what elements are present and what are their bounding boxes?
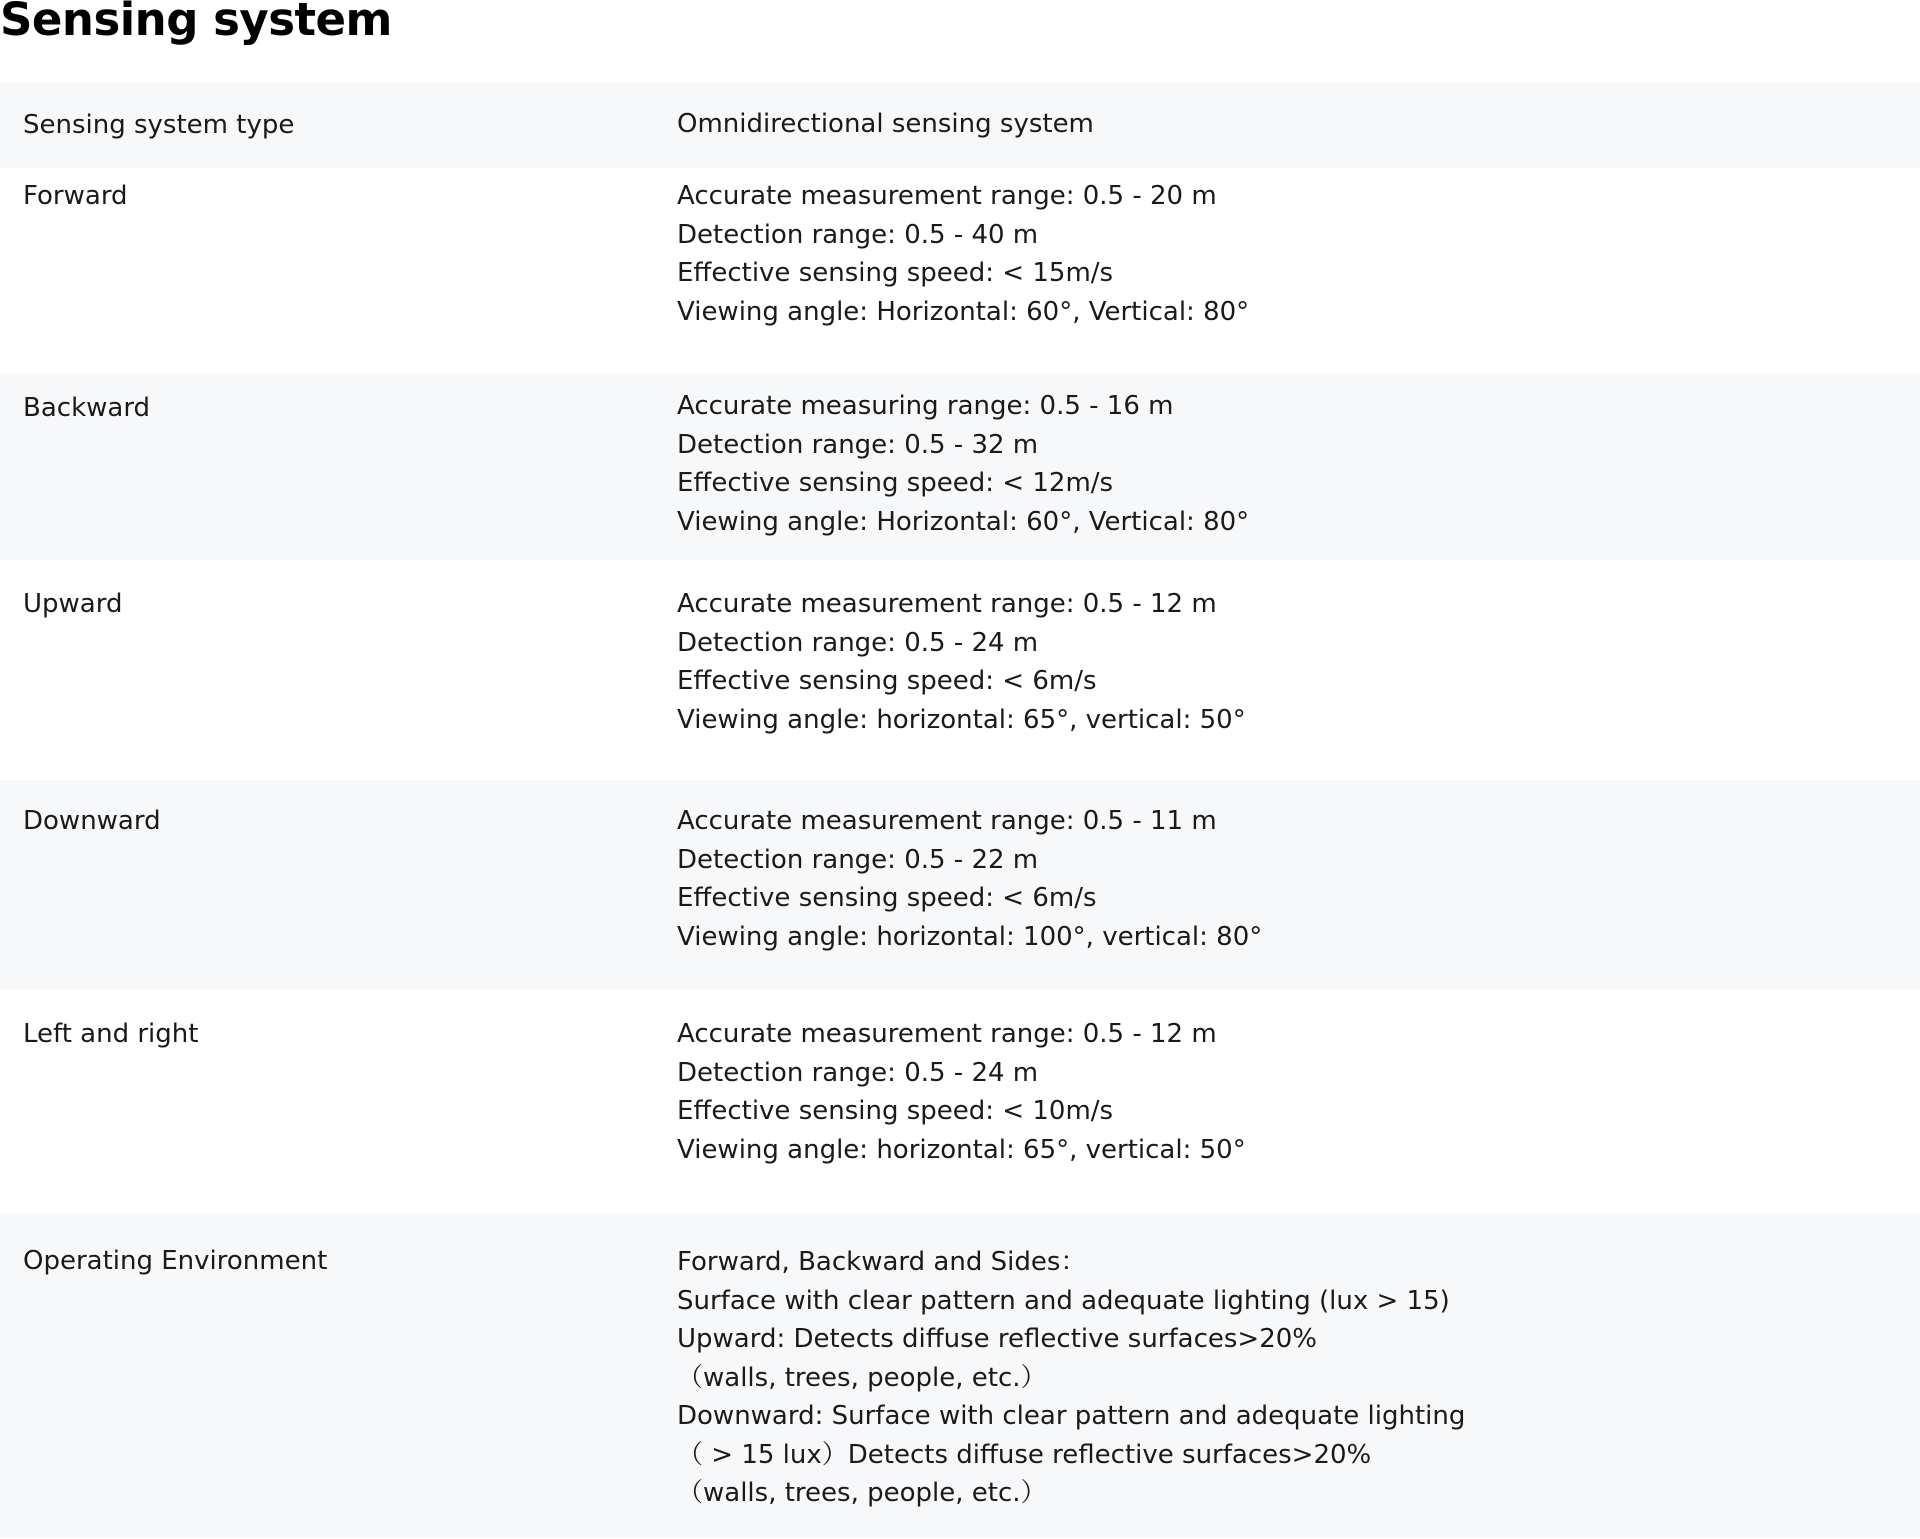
value-line: （walls, trees, people, etc.）: [677, 1362, 1047, 1393]
value-line: Accurate measurement range: 0.5 - 12 m: [677, 1019, 1217, 1049]
row-label: Sensing system type: [23, 110, 295, 140]
value-line: Detection range: 0.5 - 40 m: [677, 219, 1039, 250]
value-line: Upward: Detects diffuse reflective surfaces>20%: [677, 1324, 1317, 1354]
value-line: Accurate measurement range: 0.5 - 11 m: [677, 806, 1217, 836]
row-value: [677, 105, 1094, 144]
row-label: Operating Environment: [23, 1246, 328, 1276]
value-line: Viewing angle: Horizontal: 60°, Vertical: 80°: [677, 506, 1250, 537]
row-value: [677, 387, 1249, 541]
row-label: Forward: [23, 181, 128, 211]
value-line: Viewing angle: Horizontal: 60°, Vertical: 80°: [677, 296, 1250, 327]
value-line: Effective sensing speed: < 6m/s: [677, 666, 1097, 696]
row-label: Downward: [23, 806, 161, 836]
row-label: Backward: [23, 393, 151, 423]
spec-row-upward: [0, 560, 1920, 780]
value-line: Detection range: 0.5 - 32 m: [677, 429, 1039, 460]
spec-row-sensing-system-type: [0, 82, 1920, 168]
value-line: Omnidirectional sensing system: [677, 109, 1094, 139]
value-line: Effective sensing speed: < 12m/s: [677, 468, 1114, 498]
value-line: Accurate measurement range: 0.5 - 12 m: [677, 589, 1217, 619]
row-value: [677, 1243, 1465, 1513]
value-line: Surface with clear pattern and adequate lighting (lux > 15): [677, 1285, 1450, 1316]
row-value: [677, 177, 1249, 331]
spec-row-operating-environment: [0, 1214, 1920, 1537]
value-line: （walls, trees, people, etc.）: [677, 1478, 1047, 1508]
row-value: [677, 585, 1246, 739]
value-line: Forward, Backward and Sides：: [677, 1247, 1087, 1277]
value-line: Viewing angle: horizontal: 100°, vertical: 80°: [677, 921, 1263, 952]
value-line: Accurate measurement range: 0.5 - 20 m: [677, 181, 1217, 211]
value-line: Effective sensing speed: < 15m/s: [677, 258, 1114, 288]
value-line: Accurate measuring range: 0.5 - 16 m: [677, 391, 1174, 421]
spec-row-left-and-right: [0, 990, 1920, 1214]
spec-table: [0, 82, 1920, 1537]
value-line: Detection range: 0.5 - 24 m: [677, 1057, 1039, 1088]
value-line: Viewing angle: horizontal: 65°, vertical: 50°: [677, 704, 1246, 735]
value-line: Effective sensing speed: < 10m/s: [677, 1096, 1114, 1126]
row-value: [677, 802, 1262, 956]
value-line: （ > 15 lux）Detects diffuse reflective surfaces>20%: [677, 1439, 1372, 1470]
value-line: Detection range: 0.5 - 24 m: [677, 627, 1039, 658]
value-line: Viewing angle: horizontal: 65°, vertical: 50°: [677, 1134, 1246, 1165]
page-title: Sensing system: [0, 0, 392, 46]
row-value: [677, 1015, 1246, 1169]
value-line: Detection range: 0.5 - 22 m: [677, 844, 1039, 875]
value-line: Downward: Surface with clear pattern and adequate lighting: [677, 1401, 1466, 1431]
row-label: Upward: [23, 589, 123, 619]
spec-row-backward: [0, 374, 1920, 560]
spec-row-forward: [0, 168, 1920, 374]
spec-row-downward: [0, 780, 1920, 990]
row-label: Left and right: [23, 1019, 199, 1049]
value-line: Effective sensing speed: < 6m/s: [677, 883, 1097, 913]
